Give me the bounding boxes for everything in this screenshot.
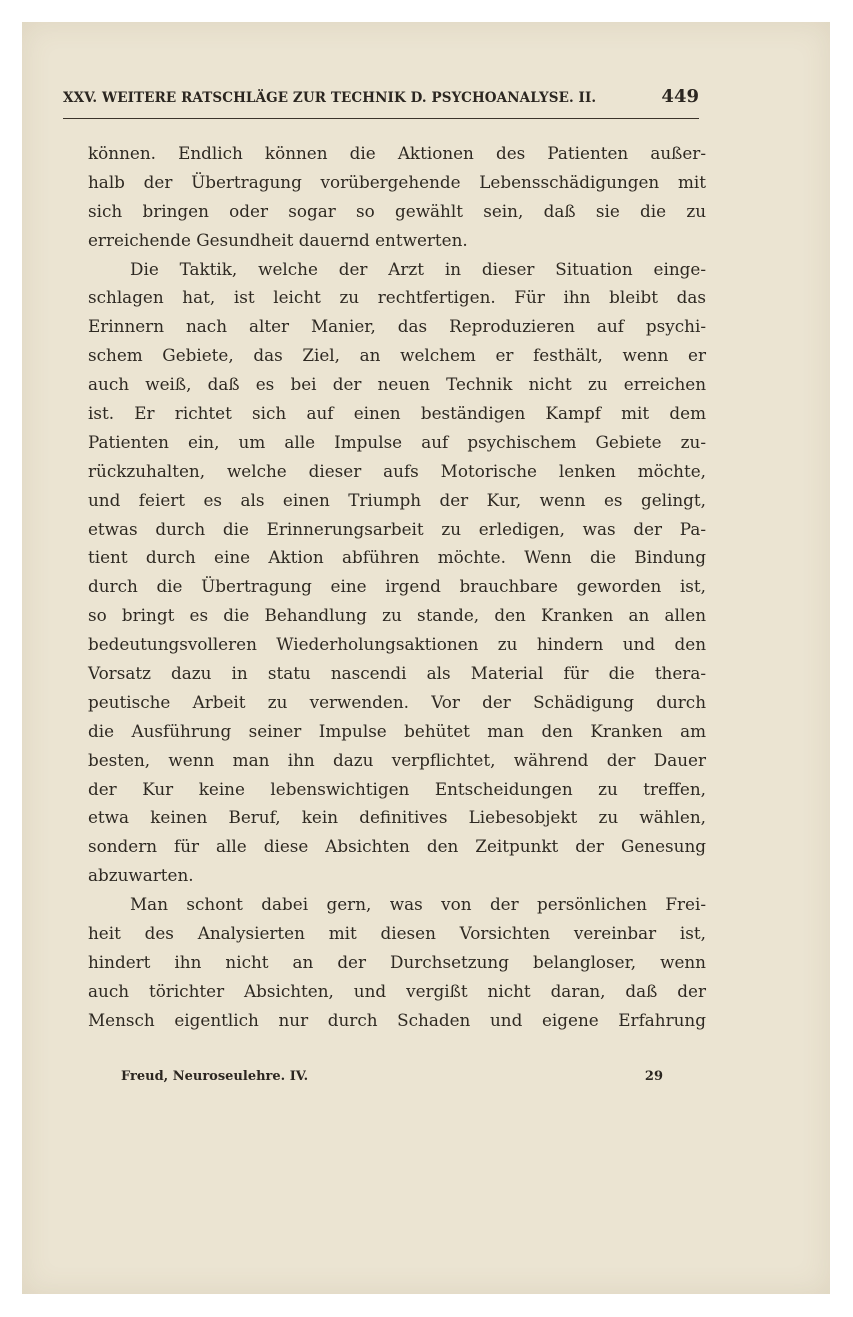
text-line: schlagen hat, ist leicht zu rechtfertigen. Für ihn bleibt das (88, 287, 706, 308)
text-line: die Ausführung seiner Impulse behütet man den Kranken am (88, 720, 706, 741)
text-line: Die Taktik, welche der Arzt in dieser Situation einge- (130, 258, 706, 279)
text-line: besten, wenn man ihn dazu verpflichtet, während der Dauer (88, 749, 706, 770)
text-line: durch die Übertragung eine irgend brauchbare geworden ist, (88, 576, 706, 597)
running-header (63, 86, 699, 112)
page-number: 449 (661, 86, 699, 107)
text-line: sondern für alle diese Absichten den Zeitpunkt der Genesung (88, 836, 706, 857)
text-line: heit des Analysierten mit diesen Vorsichten vereinbar ist, (88, 923, 706, 944)
text-line: rückzuhalten, welche dieser aufs Motorische lenken möchte, (88, 460, 706, 481)
text-line: auch weiß, daß es bei der neuen Technik nicht zu erreichen (88, 374, 706, 395)
text-line: peutische Arbeit zu verwenden. Vor der Schädigung durch (88, 691, 706, 712)
text-line: ist. Er richtet sich auf einen beständigen Kampf mit dem (88, 403, 706, 424)
signature-number: 29 (644, 1069, 663, 1084)
text-line: Patienten ein, um alle Impulse auf psychischem Gebiete zu- (88, 431, 706, 452)
text-line: auch törichter Absichten, und vergißt nicht daran, daß der (88, 980, 706, 1001)
text-line: und feiert es als einen Triumph der Kur, wenn es gelingt, (88, 489, 706, 510)
text-line: schem Gebiete, das Ziel, an welchem er festhält, wenn er (88, 345, 706, 366)
page-footer (121, 1069, 663, 1084)
text-line: sich bringen oder sogar so gewählt sein, daß sie die zu (88, 200, 706, 221)
text-line: können. Endlich können die Aktionen des Patienten außer- (88, 143, 706, 163)
running-header-title: XXV. WEITERE RATSCHLÄGE ZUR TECHNIK D. PSYCHOANALYSE. II. (63, 90, 597, 106)
header-rule (63, 118, 699, 119)
text-line: hindert ihn nicht an der Durchsetzung belangloser, wenn (88, 951, 706, 972)
text-line: Erinnern nach alter Manier, das Reproduzieren auf psychi- (88, 316, 706, 337)
text-line: erreichende Gesundheit dauernd entwerten. (88, 229, 468, 250)
text-line: tient durch eine Aktion abführen möchte. Wenn die Bindung (88, 547, 706, 568)
text-line: abzuwarten. (88, 865, 194, 886)
body-text (88, 139, 706, 1035)
text-line: so bringt es die Behandlung zu stande, den Kranken an allen (88, 605, 706, 626)
text-line: Mensch eigentlich nur durch Schaden und eigene Erfahrung (88, 1009, 706, 1030)
footer-signature: Freud, Neuroseulehre. IV. (121, 1069, 309, 1084)
text-line: Man schont dabei gern, was von der persönlichen Frei- (130, 894, 706, 915)
text-line: etwa keinen Beruf, kein definitives Liebesobjekt zu wählen, (88, 807, 706, 828)
text-line: etwas durch die Erinnerungsarbeit zu erledigen, was der Pa- (88, 518, 706, 539)
text-line: bedeutungsvolleren Wiederholungsaktionen zu hindern und den (88, 634, 706, 655)
text-line: halb der Übertragung vorübergehende Lebensschädigungen mit (88, 171, 706, 192)
text-line: Vorsatz dazu in statu nascendi als Material für die thera- (88, 663, 706, 684)
text-line: der Kur keine lebenswichtigen Entscheidungen zu treffen, (88, 778, 706, 799)
